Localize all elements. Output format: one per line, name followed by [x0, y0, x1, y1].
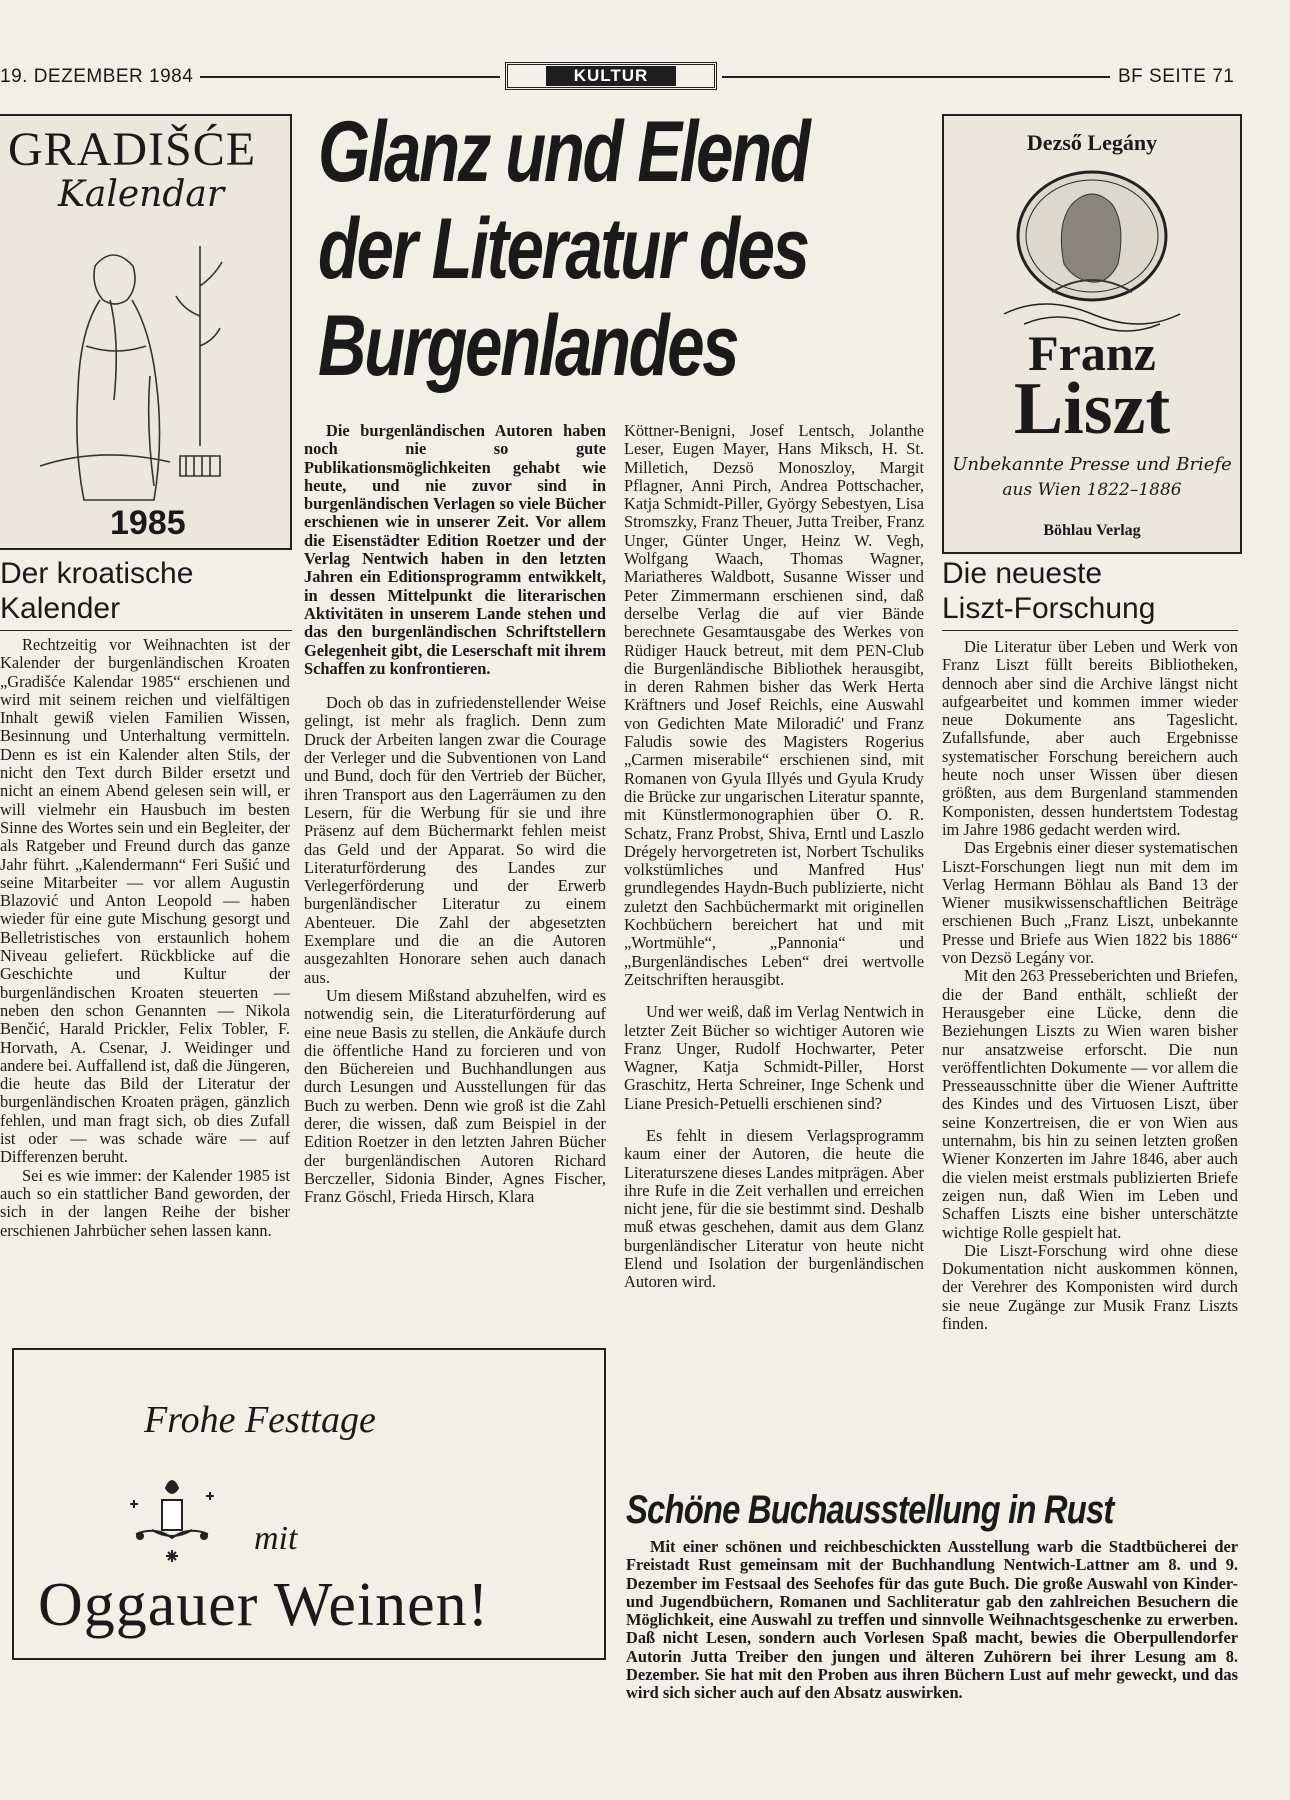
rust-article-text [626, 1538, 1238, 1703]
main-headline-line3: Burgenlandes [318, 298, 738, 394]
main-article-column-1 [304, 422, 606, 1206]
liszt-paragraph-2: Das Ergebnis einer dieser systematischen Liszt-Forschungen liegt nun mit dem im Verlag Hermann Böhlau als Band 13 der Wiener musikwissenschaftlichen Beiträge erschienen Buch „Franz Liszt, unbekannte Presse und Briefe aus Wien 1822 bis 1886“ von Dezsö Legány vor. [942, 838, 1238, 968]
liszt-subhead-rule [942, 630, 1238, 631]
gradisce-article-text [0, 636, 290, 1240]
main-article-col1-paragraph-2: Um diesem Mißstand abzuhelfen, wird es notwendig sein, die Literaturförderung auf eine neue Basis zu stellen, die Ankäufe durch die öffentliche Hand zu forcieren und von den Büchereien und Buchhandlungen aus durch Lesungen und Ausstellungen für das Buch zu werben. Denn wie groß ist die Zahl derer, die wissen, daß zum Beispiel in der Edition Roetzer in den letzten Jahren Bücher der burgenländischen Autoren Richard Berczeller, Sidonia Binder, Agnes Fischer, Franz Göschl, Frieda Hirsch, Klara [304, 985, 606, 1207]
section-label-box [505, 62, 717, 90]
rust-paragraph: Mit einer schönen und reichbeschickten Ausstellung warb die Stadtbücherei der Freistadt Rust gemeinsam mit der Buchhandlung Nentwich-Lattner am 8. und 9. Dezember im Festsaal des Seehofes für das gute Buch. Die große Auswahl von Kinder- und Jugendbüchern, Romanen und Sachliteratur gab den zahlreichen Besuchern die Möglichkeit, eine Auswahl zu treffen und sinnvolle Weihnachtsgeschenke zu erwerben. Daß nicht Lesen, sondern auch Vorlesen Spaß macht, bewies die Oberpullendorfer Autorin Jutta Treiber den jungen und älteren Zuhörern bei ihrer Lesung am 8. Dezember. Sie hat mit den Proben aus ihren Büchern Lust auf mehr geweckt, und das wird sich sicher auch auf den Absatz auswirken. [626, 1537, 1238, 1703]
main-article-col2-paragraph-2: Und wer weiß, daß im Verlag Nentwich in letzter Zeit Bücher so wichtiger Autoren wie Franz Unger, Rudolf Hochwarter, Peter Wagner, Katja Schmidt-Piller, Horst Graschitz, Herta Schreiner, Inge Schenk und Liane Presich-Petuelli erschienen sind? [624, 1002, 924, 1113]
gradisce-cover-script: Kalendar [58, 174, 225, 215]
main-article-lead: Die burgenländischen Autoren haben noch nie so gute Publikationsmöglichkeiten gehabt wie heute, und nie zuvor sind in burgenländischen Verlagen so viele Bücher erschienen wie in unserer Zeit. Vor allem die Eisenstädter Edition Roetzer und der Verlag Nentwich haben in den letzten Jahren ein Editionsprogramm entwikkelt, in dessen Mittelpunkt die literarischen Aktivitäten in unserem Lande stehen und das den burgenländischen Schriftstellern Gelegenheit gibt, die Leserschaft mit ihrem Schaffen zu konfrontieren. [304, 421, 606, 678]
liszt-paragraph-3: Mit den 263 Presseberichten und Briefen, die der Band enthält, schließt der Herausgeber eine Lücke, denn die Beziehungen Liszts zu Wien waren bisher nur ansatzweise erforscht. Die nun veröffentlichten Dokumente — vor allem die Presseausschnitte über die Wiener Auftritte des Kindes und des Virtuosen Liszt, über seine Konzertreisen, die er von Wien aus unternahm, bis hin zu seinen letzten großen Wiener Konzerten im Jahre 1846, aber auch die vielen meist erstmals publizierten Briefe zeigen nun, daß Wien im Leben und Schaffen Liszts eine bisher unterschätzte wichtige Rolle gespielt hat. [942, 966, 1238, 1242]
gradisce-subhead [0, 556, 193, 626]
rust-headline: Schöne Buchausstellung in Rust [626, 1488, 1114, 1532]
gradisce-cover-year: 1985 [110, 504, 186, 542]
main-article-col2-paragraph-3: Es fehlt in diesem Verlagsprogramm kaum einer der Autoren, die heute die Literaturszene dieses Landes mitprägen. Aber ihre Rufe in die Zeit verhallen und erreichen nicht jene, für die sie bestimmt sind. Deshalb muß etwas geschehen, damit aus dem Glanz burgenländischer Literatur von heute nicht Elend und Isolation der burgenländischen Autoren wird. [624, 1125, 924, 1292]
issue-date: 19. DEZEMBER 1984 [0, 66, 194, 87]
liszt-cover-title-franz: Franz [1028, 325, 1156, 381]
liszt-portrait [944, 164, 1240, 334]
main-article-column-2 [624, 422, 924, 1292]
liszt-cover-subtitle-2: aus Wien 1822–1886 [1002, 480, 1182, 500]
liszt-subhead [942, 556, 1155, 626]
page-number: BF SEITE 71 [1118, 66, 1235, 87]
liszt-cover-subtitle-1: Unbekannte Presse und Briefe [952, 454, 1232, 475]
gradisce-cover-title: GRADIŠĆE [8, 123, 257, 176]
header-rule-left [200, 76, 500, 78]
liszt-cover-author: Dezső Legány [1026, 130, 1158, 155]
ad-line-frohe-festtage: Frohe Festtage [144, 1399, 376, 1441]
main-headline-line2: der Literatur des [318, 201, 808, 297]
main-article-col2-paragraph-1: Köttner-Benigni, Josef Lentsch, Jolanthe Leser, Eugen Mayer, Hans Miksch, H. St. Milletich, Dezsö Monoszloy, Margit Pflagner, Anni Pirch, Andrea Pottschacher, Katja Schmidt-Piller, György Sebestyen, Lisa Stromszky, Franz Theuer, Jutta Treiber, Franz Unger, Günter Unger, Heinz W. Vegh, Wolfgang Waach, Thomas Wagner, Mariatheres Waldbott, Susanne Wisser und Peter Zimmermann erschienen sind, daß derselbe Verlag die auf vier Bände berechnete Gesamtausgabe des Werkes von Rüdiger Hauck betreut, mit dem PEN-Club die Burgenländische Bibliothek herausgibt, in deren Rahmen bisher das Werk Herta Kräftners und Josef Reichls, eine Auswahl von Gedichten Mate Miloradić' und Franz Faludis sowie des Magisters Rogerius „Carmen miserabile“ erschienen sind, mit Romanen von Gyula Illyés und Gyula Krudy die Brücke zur ungarischen Literatur spannte, mit Künstlermonographien über O. R. Schatz, Franz Probst, Shiva, Erntl und Laszlo Drégely hervorgetreten ist, Norbert Tschuliks volkstümliches und Manfred Hus' grundlegendes Haydn-Buch publizierte, nicht zuletzt den Sachbüchermarkt mit originellen Kochbüchern bereichert hat und mit „Wortmühle“, „Pannonia“ und „Burgenländisches Leben“ drei wertvolle Zeitschriften herausgibt. [624, 421, 924, 989]
liszt-paragraph-4: Die Liszt-Forschung wird ohne diese Dokumentation nicht auskommen können, der Verehrer des Komponisten wird durch sie neue Zugänge zur Musik Franz Liszts finden. [942, 1240, 1238, 1333]
candle-icon [122, 1458, 242, 1578]
section-label: KULTUR [546, 66, 677, 86]
liszt-cover-publisher: Böhlau Verlag [1043, 522, 1141, 539]
gradisce-calendar-cover [0, 114, 292, 550]
header-rule-right [722, 76, 1110, 78]
liszt-subhead-line1: Die neueste [942, 557, 1103, 590]
gradisce-subhead-line1: Der kroatische [0, 557, 194, 590]
liszt-article-text [942, 638, 1238, 1333]
liszt-cover-title-liszt: Liszt [1013, 368, 1171, 450]
ad-line-oggauer-weinen: Oggauer Weinen! [38, 1571, 490, 1639]
gradisce-subhead-rule [0, 630, 292, 631]
madonna-illustration [0, 226, 290, 526]
oggau-wine-advertisement [12, 1348, 606, 1660]
gradisce-paragraph-2: Sei es wie immer: der Kalender 1985 ist auch so ein stattlicher Band geworden, der sich in der langen Reihe der bisher erschienen Jahrbücher sehen lassen kann. [0, 1165, 290, 1240]
liszt-subhead-line2: Liszt-Forschung [942, 592, 1156, 625]
main-headline [318, 104, 809, 395]
liszt-paragraph-1: Die Literatur über Leben und Werk von Franz Liszt füllt bereits Bibliotheken, dennoch aber sind die Archive längst nicht aufgearbeitet und kommen immer wieder neue Dokumente ans Tageslicht. Zufallsfunde, aber auch Ergebnisse systematischer Forschung bereichern auch heute noch unser Wissen über diesen größten, aus dem Burgenland stammenden Komponisten, dessen hundertstem Todestag im Jahre 1986 gedacht werden wird. [942, 637, 1238, 839]
main-headline-line1: Glanz und Elend [318, 104, 809, 200]
liszt-book-cover [942, 114, 1242, 554]
gradisce-subhead-line2: Kalender [0, 592, 121, 625]
main-article-col1-paragraph-1: Doch ob das in zufriedenstellender Weise gelingt, ist mehr als fraglich. Denn zum Druck der Arbeiten langen zwar die Courage der Verleger und die Subventionen von Land und Bund, doch für den Vertrieb der Bücher, ihren Transport aus den Lagerräumen zu den Lesern, für die Werbung für sie und ihre Präsenz auf dem Büchermarkt fehlen meist das Geld und der Apparat. So wird die Literaturförderung des Landes zur Verlegerförderung und der Erwerb burgenländischer Literatur zu einem Abenteuer. Die Zahl der abgesetzten Exemplare und die an die Autoren ausgezahlten Honorare sehen auch danach aus. [304, 693, 606, 987]
ad-line-mit: mit [254, 1520, 298, 1557]
gradisce-paragraph-1: Rechtzeitig vor Weihnachten ist der Kalender der burgenländischen Kroaten „Gradišće Kalendar 1985“ erschienen und wird mit seinem reichen und vielfältigen Inhalt gewiß vielen Familien Wissen, Besinnung und Unterhaltung vermitteln. Denn es ist ein Kalender alten Stils, der nicht den Text durch Bilder ersetzt und nicht an einem Abend gelesen sein will, er will vielmehr ein Hausbuch im besten Sinne des Wortes sein und ein Begleiter, der als Ratgeber und Freund durch das ganze Jahr führt. „Kalendermann“ Feri Sušić und seine Mitarbeiter — vor allem Augustin Blazović und Anton Leopold — haben wieder für eine gute Mischung gesorgt und Belletristisches von erstaunlich hohem Niveau geliefert. Rückblicke auf die Geschichte und Kultur der burgenländischen Kroaten steuerten — neben den schon Genannten — Nikola Benčić, Harald Prickler, Felix Tobler, F. Horvath, A. Csenar, J. Weidinger und andere bei. Auffallend ist, daß die Jüngeren, die heute das Bild der Literatur der burgenländischen Kroaten prägen, gänzlich fehlen, und man fragt sich, ob dies Zufall ist oder — was schade wäre — auf Differenzen beruht. [0, 635, 290, 1167]
